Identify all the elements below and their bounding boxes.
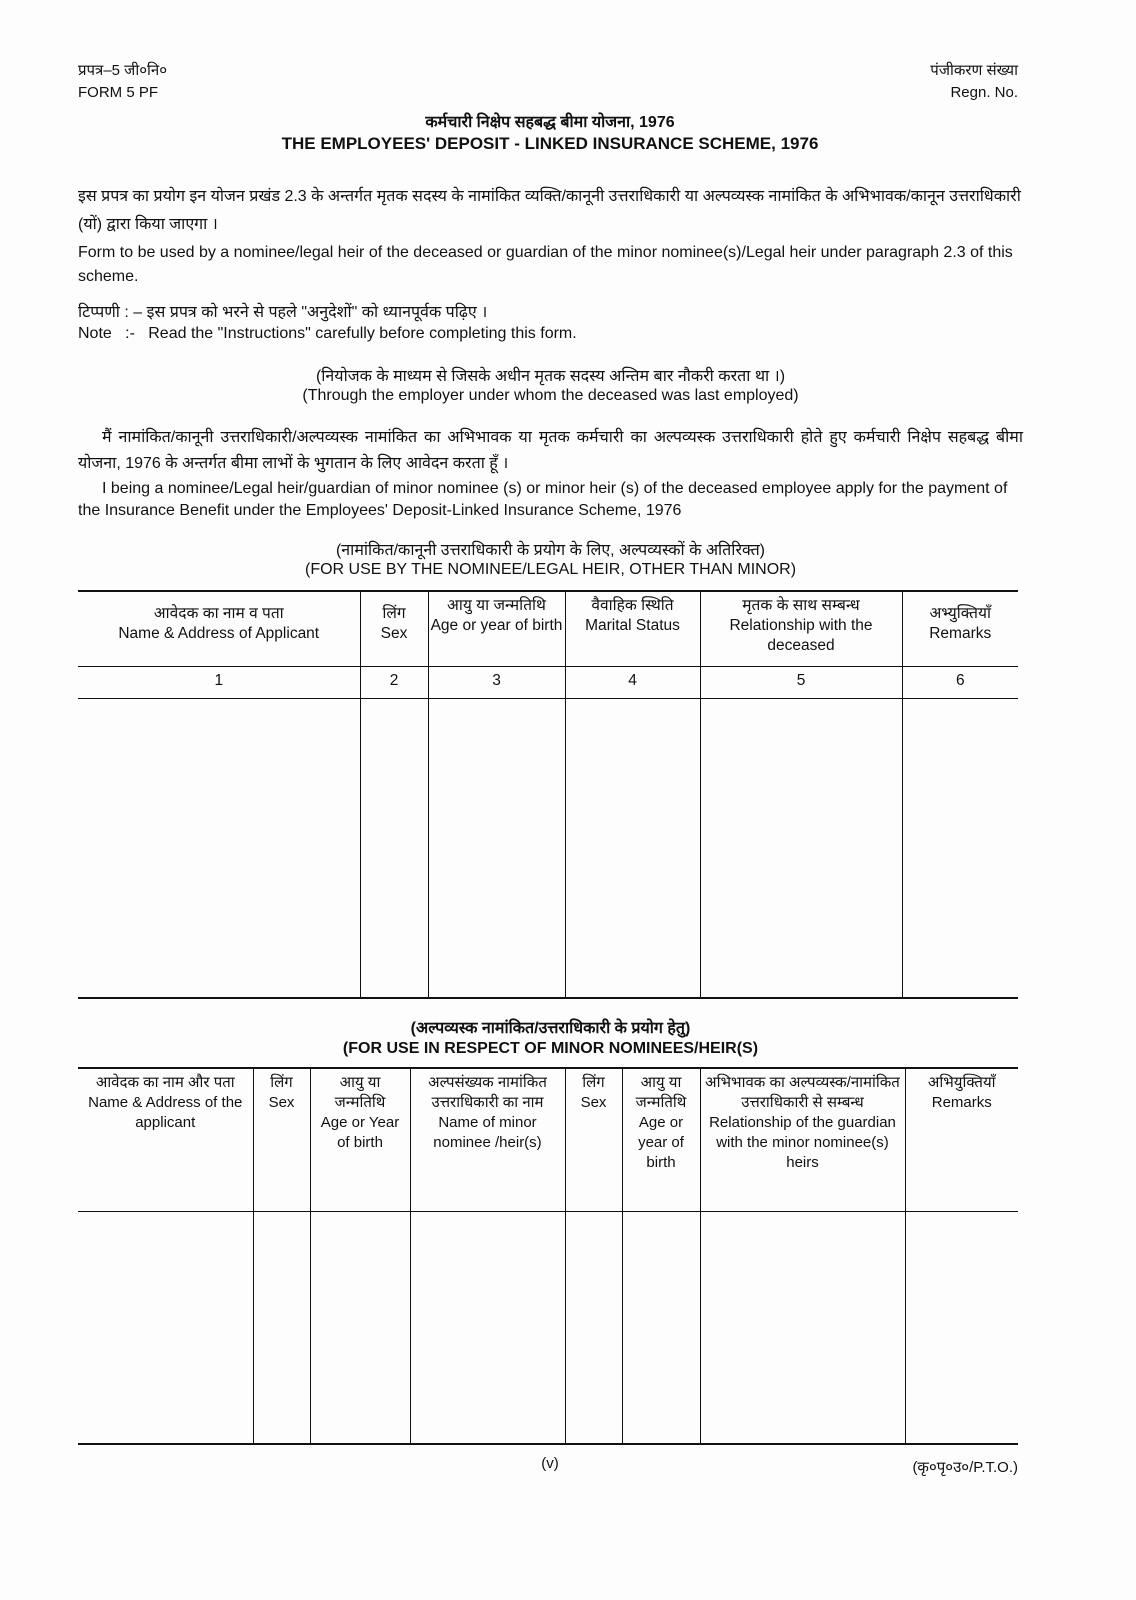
header-hindi: मृतक के साथ सम्बन्ध [742,597,860,614]
regn-label: Regn. No. [950,84,1018,101]
col-header-remarks [905,1068,1018,1211]
col-header-minor-age [622,1068,700,1211]
sex-cell[interactable] [360,698,428,998]
table2-caption-hindi: (अल्पव्यस्क नामांकित/उत्तराधिकारी के प्रयोग हेतु) [410,1020,691,1037]
declaration-english: I being a nominee/Legal heir/guardian of minor nominee (s) or minor heir (s) of the deceased employee apply for the payment of the Insurance Benefit under the Employees' Deposit-Linked Insurance Scheme, 1976 [78,480,1008,519]
header-english: Sex [268,1094,295,1111]
col-header-minor-sex [565,1068,622,1211]
through-english: (Through the employer under whom the deceased was last employed) [302,387,799,404]
minor-sex-cell[interactable] [565,1211,622,1444]
pto-label: (कृ०पृ०उ०/P.T.O.) [912,1459,1018,1476]
header-english: Marital Status [585,617,680,634]
header-english: Name & Address of the applicant [88,1094,243,1131]
col-number: 1 [78,666,360,698]
through-hindi: (नियोजक के माध्यम से जिसके अधीन मृतक सदस्य अन्तिम बार नौकरी करता था ।) [315,368,786,385]
col-number: 2 [360,666,428,698]
col-number: 6 [902,666,1018,698]
remarks-cell[interactable] [905,1211,1018,1444]
col-header-guardian-relationship [700,1068,905,1211]
regn-label-hindi: पंजीकरण संख्या [930,62,1018,79]
intro-english: Form to be used by a nominee/legal heir of the deceased or guardian of the minor nominee(s)/Legal heir under paragraph 2.3 of this scheme. [78,244,1013,285]
applicant-table [78,590,1018,999]
col-header-relationship [700,591,902,666]
age-cell[interactable] [310,1211,410,1444]
col-header-remarks [902,591,1018,666]
header-english: Relationship of the guardian with the minor nominee(s) heirs [709,1114,896,1171]
header-hindi: लिंग [382,605,406,622]
applicant-cell[interactable] [78,1211,253,1444]
header-hindi: लिंग [582,1074,605,1091]
col-header-marital-status [565,591,700,666]
col-header-sex [253,1068,310,1211]
title: THE EMPLOYEES' DEPOSIT - LINKED INSURANCE SCHEME, 1976 [281,134,819,153]
header-hindi: आवेदक का नाम व पता [153,605,284,622]
header-english: Age or Year of birth [320,1114,400,1151]
header-hindi: अभियुक्तियाँ [927,1074,996,1091]
form-number: FORM 5 PF [78,84,159,101]
header-english: Name & Address of Applicant [118,625,320,642]
page-number: (v) [541,1455,559,1472]
col-header-age [310,1068,410,1211]
header-english: Sex [580,1094,607,1111]
minor-nominee-table [78,1067,1018,1445]
header-hindi: लिंग [270,1074,293,1091]
age-cell[interactable] [428,698,565,998]
name-address-cell[interactable] [78,698,360,998]
col-header-sex [360,591,428,666]
header-english: Sex [380,625,408,642]
header-english: Age or year of birth [638,1114,684,1171]
col-header-name-address [78,591,360,666]
form-number-hindi: प्रपत्र–5 जी०नि० [78,62,168,79]
note-english: Note :- Read the "Instructions" carefully before completing this form. [78,325,577,342]
col-number: 5 [700,666,902,698]
col-number: 3 [428,666,565,698]
sex-cell[interactable] [253,1211,310,1444]
marital-status-cell[interactable] [565,698,700,998]
header-english: Relationship with the deceased [729,617,873,654]
relationship-cell[interactable] [700,1211,905,1444]
col-header-age [428,591,565,666]
col-header-applicant [78,1068,253,1211]
header-hindi: आयु या जन्मतिथि [635,1074,687,1111]
table1-caption: (FOR USE BY THE NOMINEE/LEGAL HEIR, OTHER THAN MINOR) [304,561,797,578]
header-hindi: आयु या जन्मतिथि [334,1074,386,1111]
table1-caption-hindi: (नामांकित/कानूनी उत्तराधिकारी के प्रयोग के लिए, अल्पव्यस्कों के अतिरिक्त) [335,542,766,559]
header-english: Remarks [931,1094,992,1111]
header-hindi: अल्पसंख्यक नामांकित उत्तराधिकारी का नाम [428,1074,547,1111]
header-hindi: आवेदक का नाम और पता [95,1074,235,1091]
header-hindi: वैवाहिक स्थिति [591,597,674,614]
relationship-cell[interactable] [700,698,902,998]
col-number: 4 [565,666,700,698]
table2-caption: (FOR USE IN RESPECT OF MINOR NOMINEES/HEIR(S) [342,1040,759,1057]
minor-age-cell[interactable] [622,1211,700,1444]
intro-hindi: इस प्रपत्र का प्रयोग इन योजन प्रखंड 2.3 के अन्तर्गत मृतक सदस्य के नामांकित व्यक्ति/कानूनी उत्तराधिकारी या अल्पव्यस्क नामांकित के अभिभावक/कानून उत्तराधिकारी (यों) द्वारा किया जाएगा । [78,188,1021,233]
header-english: Remarks [929,625,992,642]
remarks-cell[interactable] [902,698,1018,998]
col-header-minor-name [410,1068,565,1211]
header-hindi: अभ्युक्तियाँ [929,605,991,622]
header-hindi: अभिभावक का अल्पव्यस्क/नामांकित उत्तराधिकारी से सम्बन्ध [705,1074,900,1111]
note-hindi: टिप्पणी : – इस प्रपत्र को भरने से पहले "अनुदेशों" को ध्यानपूर्वक पढ़िए । [78,304,488,321]
header-english: Name of minor nominee /heir(s) [433,1114,542,1151]
declaration-hindi: मैं नामांकित/कानूनी उत्तराधिकारी/अल्पव्यस्क नामांकित का अभिभावक या मृतक कर्मचारी का अल्पव्यस्क उत्तराधिकारी होते हुए कर्मचारी निक्षेप सहबद्ध बीमा योजना, 1976 के अन्तर्गत बीमा लाभों के भुगतान के लिए आवेदन करता हूँ । [78,429,1023,472]
header-english: Age or year of birth [430,617,563,634]
title-hindi: कर्मचारी निक्षेप सहबद्ध बीमा योजना, 1976 [425,114,675,131]
minor-name-cell[interactable] [410,1211,565,1444]
header-hindi: आयु या जन्मतिथि [447,597,546,614]
